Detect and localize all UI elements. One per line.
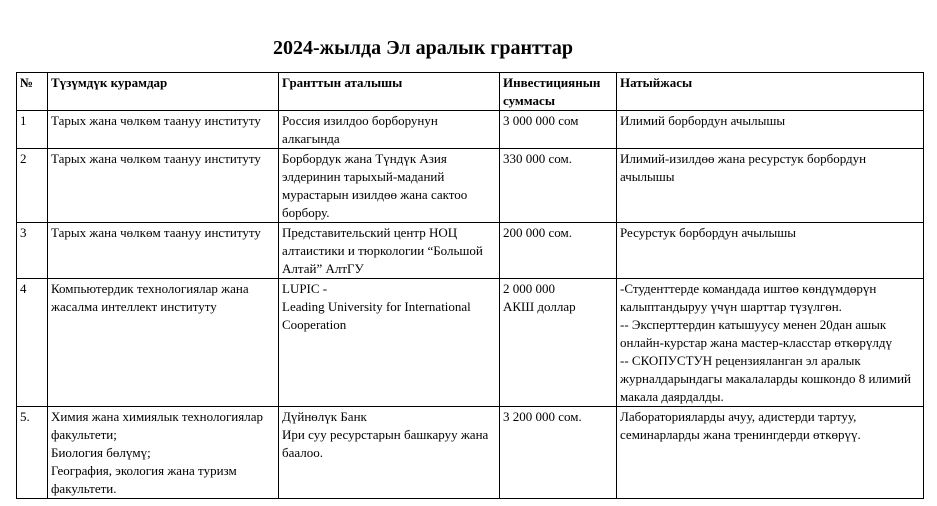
cell-grant (279, 111, 500, 149)
table-row (17, 149, 924, 223)
cell-line: Ири суу ресурстарын башкаруу жана баалоо. (282, 427, 489, 460)
header-unit: Түзүмдүк курамдар (48, 73, 279, 111)
cell-line: 3 200 000 сом. (503, 409, 582, 424)
cell-num: 3 (17, 223, 48, 279)
header-sum: Инвестициянын суммасы (500, 73, 617, 111)
cell-sum (500, 279, 617, 407)
cell-line: Лабораторияларды ачуу, адистерди тартуу, семинарларды жана тренингдерди өткөрүү. (620, 409, 861, 442)
table-row (17, 111, 924, 149)
cell-line: Дүйнөлүк Банк (282, 409, 367, 424)
cell-line: Тарых жана чөлкөм таануу институту (51, 225, 261, 240)
cell-result (617, 111, 924, 149)
cell-line: Leading University for International Cooperation (282, 299, 471, 332)
cell-unit (48, 149, 279, 223)
cell-line: Россия изилдоо борборунун алкагында (282, 113, 438, 146)
cell-unit (48, 407, 279, 499)
cell-grant (279, 223, 500, 279)
cell-unit (48, 279, 279, 407)
cell-line: Илимий-изилдөө жана ресурстук борбордун ачылышы (620, 151, 867, 184)
table-header-row (17, 73, 924, 111)
cell-line: Борбордук жана Түндүк Азия элдеринин тарыхый-маданий мурастарын изилдөө жана сактоо борбору. (282, 151, 468, 220)
cell-line: -- Эксперттердин катышуусу менен 20дан ашык онлайн-курстар жана мастер-класстар өткөрүлдү (620, 317, 892, 350)
cell-grant (279, 407, 500, 499)
cell-num: 1 (17, 111, 48, 149)
cell-unit (48, 223, 279, 279)
cell-line: Представительский центр НОЦ алтаистики и тюркологии “Большой Алтай” АлтГУ (282, 225, 483, 276)
cell-unit (48, 111, 279, 149)
cell-grant (279, 149, 500, 223)
cell-line: АКШ доллар (503, 299, 576, 314)
header-num: № (17, 73, 48, 111)
cell-sum (500, 407, 617, 499)
cell-line: Тарых жана чөлкөм таануу институту (51, 113, 261, 128)
cell-line: География, экология жана туризм факультети. (51, 463, 237, 496)
cell-line: Тарых жана чөлкөм таануу институту (51, 151, 261, 166)
page-title: 2024-жылда Эл аралык гранттар (272, 37, 574, 59)
cell-line: LUPIC - (282, 281, 328, 296)
cell-line: Биология бөлүмү; (51, 445, 151, 460)
cell-line: 330 000 сом. (503, 151, 572, 166)
header-grant: Гранттын аталышы (279, 73, 500, 111)
cell-line: -- СКОПУСТУН рецензияланган эл аралык журналдарындагы макалаларды кошкондо 8 илимий макала даярдалды. (620, 353, 911, 404)
cell-result (617, 149, 924, 223)
cell-grant (279, 279, 500, 407)
cell-line: -Студенттерде командада иштөө көндүмдөрүн калыптандыруу үчүн шарттар түзүлгөн. (620, 281, 877, 314)
grants-table (16, 72, 924, 499)
cell-num: 4 (17, 279, 48, 407)
header-result: Натыйжасы (617, 73, 924, 111)
cell-num: 5. (17, 407, 48, 499)
cell-line: 3 000 000 сом (503, 113, 579, 128)
cell-sum (500, 149, 617, 223)
cell-line: Химия жана химиялык технологиялар факультети; (51, 409, 263, 442)
cell-num: 2 (17, 149, 48, 223)
table-row (17, 223, 924, 279)
cell-sum (500, 111, 617, 149)
cell-result (617, 279, 924, 407)
table-row (17, 279, 924, 407)
cell-line: 2 000 000 (503, 281, 555, 296)
cell-line: Илимий борбордун ачылышы (620, 113, 786, 128)
cell-result (617, 407, 924, 499)
cell-line: 200 000 сом. (503, 225, 572, 240)
cell-result (617, 223, 924, 279)
cell-sum (500, 223, 617, 279)
cell-line: Компьютердик технологиялар жана жасалма интеллект институту (51, 281, 249, 314)
cell-line: Ресурстук борбордун ачылышы (620, 225, 796, 240)
table-row (17, 407, 924, 499)
